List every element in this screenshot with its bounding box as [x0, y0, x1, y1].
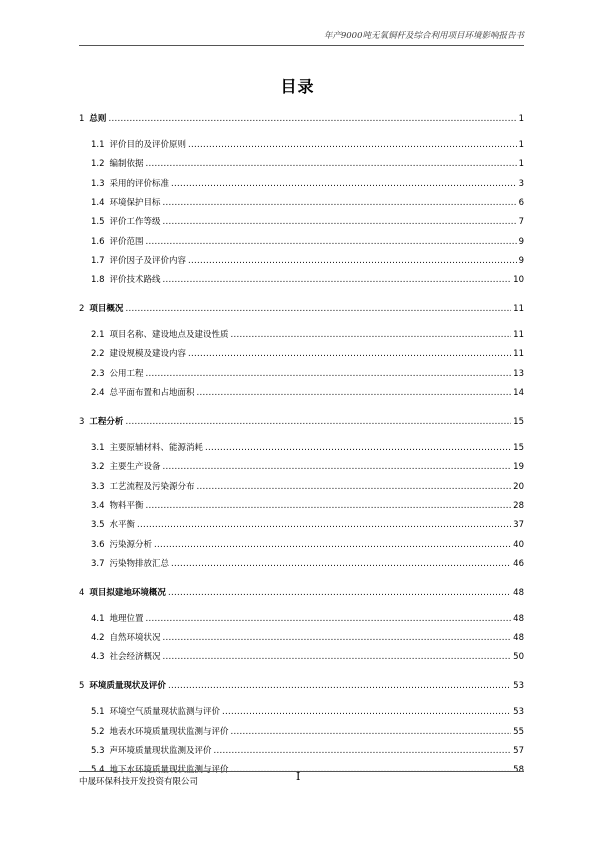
- toc-entry-page: 19: [513, 462, 524, 473]
- toc-dot-leader: [231, 328, 512, 342]
- toc-entry-number: 3: [79, 417, 85, 427]
- toc-section-entry[interactable]: [79, 499, 524, 513]
- toc-dot-leader: [108, 112, 516, 126]
- toc-section-entry[interactable]: [79, 177, 524, 191]
- toc-entry-title: 评价工作等级: [109, 217, 161, 228]
- toc-entry-page: 53: [513, 707, 524, 718]
- toc-entry-title: 采用的评价标准: [109, 178, 170, 189]
- toc-entry-title: 评价范围: [109, 236, 144, 247]
- toc-entry-number: 5: [79, 681, 85, 692]
- toc-dot-leader: [163, 460, 512, 474]
- toc-entry-number: 4.1: [91, 613, 105, 624]
- toc-entry-number: 3.4: [91, 500, 105, 511]
- toc-dot-leader: [125, 302, 511, 316]
- toc-entry-page: 15: [513, 417, 524, 427]
- toc-entry-title: 项目拟建地环境概况: [89, 587, 166, 598]
- toc-dot-leader: [163, 273, 512, 287]
- toc-entry-number: 4.2: [91, 633, 105, 644]
- toc-dot-leader: [146, 499, 512, 513]
- toc-dot-leader: [171, 177, 517, 191]
- toc-section-entry[interactable]: [79, 157, 524, 171]
- toc-entry-page: 1: [518, 159, 524, 170]
- toc-dot-leader: [231, 725, 512, 739]
- toc-dot-leader: [205, 441, 511, 455]
- toc-entry-number: 3.5: [91, 520, 105, 531]
- toc-section-entry[interactable]: [79, 538, 524, 552]
- toc-entry-title: 地表水环境质量现状监测与评价: [109, 726, 229, 737]
- toc-entry-page: 57: [513, 746, 524, 756]
- toc-entry-page: 1: [518, 140, 524, 150]
- toc-entry-number: 2.3: [91, 368, 105, 379]
- toc-entry-title: 环境保护目标: [109, 197, 161, 208]
- toc-entry-number: 3.2: [91, 462, 105, 473]
- toc-section-entry[interactable]: [79, 254, 524, 268]
- toc-entry-title: 评价因子及评价内容: [109, 255, 187, 266]
- toc-entry-title: 社会经济概况: [109, 652, 161, 663]
- toc-section-entry[interactable]: [79, 196, 524, 210]
- toc-entry-title: 公用工程: [109, 368, 144, 379]
- toc-dot-leader: [163, 631, 512, 645]
- toc-dot-leader: [197, 386, 512, 400]
- toc-entry-title: 编制依据: [109, 159, 144, 170]
- toc-entry-title: 自然环境状况: [109, 633, 161, 644]
- toc-entry-number: 2.1: [91, 330, 105, 341]
- toc-section-entry[interactable]: [79, 705, 524, 719]
- toc-section-entry[interactable]: [79, 138, 524, 152]
- toc-entry-number: 5.2: [91, 726, 105, 737]
- toc-section-entry[interactable]: [79, 273, 524, 287]
- toc-entry-page: 48: [513, 613, 524, 624]
- toc-section-entry[interactable]: [79, 744, 524, 758]
- toc-dot-leader: [154, 538, 511, 552]
- toc-entry-number: 3.7: [91, 558, 105, 569]
- toc-entry-page: 11: [513, 330, 524, 341]
- toc-entry-page: 9: [518, 236, 524, 247]
- toc-entry-number: 1.7: [91, 255, 105, 266]
- toc-entry-page: 50: [513, 652, 524, 663]
- toc-entry-page: 1: [518, 114, 524, 124]
- toc-dot-leader: [146, 367, 512, 381]
- toc-entry-title: 主要生产设备: [109, 462, 161, 473]
- toc-entry-title: 声环境质量现状监测及评价: [109, 746, 212, 756]
- toc-dot-leader: [163, 650, 512, 664]
- toc-section-entry[interactable]: [79, 480, 524, 494]
- toc-entry-page: 55: [513, 726, 524, 737]
- toc-entry-title: 物料平衡: [109, 500, 144, 511]
- toc-entry-page: 9: [518, 255, 524, 266]
- toc-entry-title: 工程分析: [89, 417, 124, 427]
- toc-entry-title: 工艺流程及污染源分布: [109, 481, 195, 492]
- toc-dot-leader: [146, 612, 512, 626]
- toc-entry-page: 11: [513, 349, 524, 360]
- toc-dot-leader: [222, 705, 511, 719]
- toc-entry-number: 1.3: [91, 178, 105, 189]
- toc-entry-page: 14: [513, 388, 524, 398]
- toc-entry-page: 11: [513, 304, 524, 315]
- toc-dot-leader: [168, 586, 511, 600]
- toc-entry-number: 1: [79, 114, 85, 124]
- toc-entry-title: 污染物排放汇总: [109, 558, 170, 569]
- toc-entry-number: 5.3: [91, 746, 105, 756]
- toc-entry-title: 建设规模及建设内容: [109, 349, 187, 360]
- toc-entry-number: 1.1: [91, 140, 105, 150]
- toc-dot-leader: [163, 215, 517, 229]
- footer-page-number: I: [296, 770, 301, 783]
- toc-dot-leader: [146, 157, 517, 171]
- toc-section-entry[interactable]: [79, 725, 524, 739]
- toc-entry-number: 1.6: [91, 236, 105, 247]
- toc-entry-page: 28: [513, 500, 524, 511]
- toc-section-entry[interactable]: [79, 612, 524, 626]
- toc-entry-number: 2.2: [91, 349, 105, 360]
- toc-entry-number: 5.1: [91, 707, 105, 718]
- toc-entry-page: 37: [513, 520, 524, 531]
- toc-entry-title: 污染源分析: [109, 539, 153, 550]
- toc-section-entry[interactable]: [79, 386, 524, 400]
- toc-entry-title: 主要原辅材料、能源消耗: [109, 443, 204, 453]
- toc-entry-page: 46: [513, 558, 524, 569]
- toc-dot-leader: [197, 480, 512, 494]
- toc-entry-title: 地下水环境质量现状监测与评价: [109, 765, 229, 776]
- toc-entry-title: 总则: [89, 114, 107, 124]
- toc-entry-number: 1.2: [91, 159, 105, 170]
- toc-section-entry[interactable]: [79, 460, 524, 474]
- toc-entry-title: 总平面布置和占地面积: [109, 388, 195, 398]
- toc-entry-page: 3: [518, 178, 524, 189]
- toc-section-entry[interactable]: [79, 235, 524, 249]
- running-header: 年产9000吨无氧铜杆及综合利用项目环境影响报告书: [323, 31, 524, 41]
- header-rule: [79, 45, 524, 46]
- toc-title: 目录: [280, 77, 315, 96]
- toc-entry-number: 3.3: [91, 481, 105, 492]
- toc-section-entry[interactable]: [79, 215, 524, 229]
- toc-entry-page: 10: [513, 275, 524, 286]
- toc-entry-title: 项目概况: [89, 304, 124, 315]
- toc-dot-leader: [188, 347, 511, 361]
- toc-entry-number: 2: [79, 304, 85, 315]
- toc-chapter-entry[interactable]: [79, 415, 524, 429]
- footer-rule: [79, 771, 524, 772]
- toc-chapter-entry[interactable]: [79, 302, 524, 316]
- toc-dot-leader: [188, 138, 517, 152]
- toc-dot-leader: [168, 679, 511, 693]
- toc-entry-number: 1.8: [91, 275, 105, 286]
- toc-entry-number: 1.5: [91, 217, 105, 228]
- toc-section-entry[interactable]: [79, 441, 524, 455]
- footer-company: 中晟环保科技开发投资有限公司: [79, 777, 199, 787]
- toc-entry-number: 4.3: [91, 652, 105, 663]
- toc-entry-number: 3.6: [91, 539, 105, 550]
- toc-section-entry[interactable]: [79, 650, 524, 664]
- toc-entry-page: 58: [513, 765, 524, 776]
- toc-entry-title: 项目名称、建设地点及建设性质: [109, 330, 229, 341]
- toc-chapter-entry[interactable]: [79, 586, 524, 600]
- toc-entry-number: 1.4: [91, 197, 105, 208]
- toc-entry-title: 地理位置: [109, 613, 144, 624]
- toc-entry-number: 3.1: [91, 443, 105, 453]
- toc-section-entry[interactable]: [79, 631, 524, 645]
- toc-entry-page: 7: [518, 217, 524, 228]
- toc-entry-page: 13: [513, 368, 524, 379]
- toc-entry-page: 48: [513, 587, 524, 598]
- toc-entry-page: 15: [513, 443, 524, 453]
- toc-chapter-entry[interactable]: [79, 112, 524, 126]
- toc-dot-leader: [214, 744, 512, 758]
- toc-entry-page: 53: [513, 681, 524, 692]
- toc-dot-leader: [125, 415, 511, 429]
- toc-section-entry[interactable]: [79, 367, 524, 381]
- toc-chapter-entry[interactable]: [79, 679, 524, 693]
- toc-dot-leader: [137, 518, 511, 532]
- toc-entry-page: 6: [518, 197, 524, 208]
- toc-section-entry[interactable]: [79, 557, 524, 571]
- toc-entry-number: 2.4: [91, 388, 105, 398]
- toc-entry-title: 环境质量现状及评价: [89, 681, 166, 692]
- toc-entry-page: 40: [513, 539, 524, 550]
- toc-entry-page: 48: [513, 633, 524, 644]
- toc-section-entry[interactable]: [79, 518, 524, 532]
- toc-entry-title: 环境空气质量现状监测与评价: [109, 707, 221, 718]
- toc-dot-leader: [171, 557, 511, 571]
- toc-entry-title: 水平衡: [109, 520, 136, 531]
- toc-entry-title: 评价目的及评价原则: [109, 140, 187, 150]
- toc-dot-leader: [146, 235, 517, 249]
- toc-dot-leader: [188, 254, 517, 268]
- toc-dot-leader: [163, 196, 517, 210]
- toc-section-entry[interactable]: [79, 347, 524, 361]
- toc-section-entry[interactable]: [79, 328, 524, 342]
- toc-entry-page: 20: [513, 481, 524, 492]
- toc-entry-number: 4: [79, 587, 85, 598]
- toc-entry-title: 评价技术路线: [109, 275, 161, 286]
- toc-entry-number: 5.4: [91, 765, 105, 776]
